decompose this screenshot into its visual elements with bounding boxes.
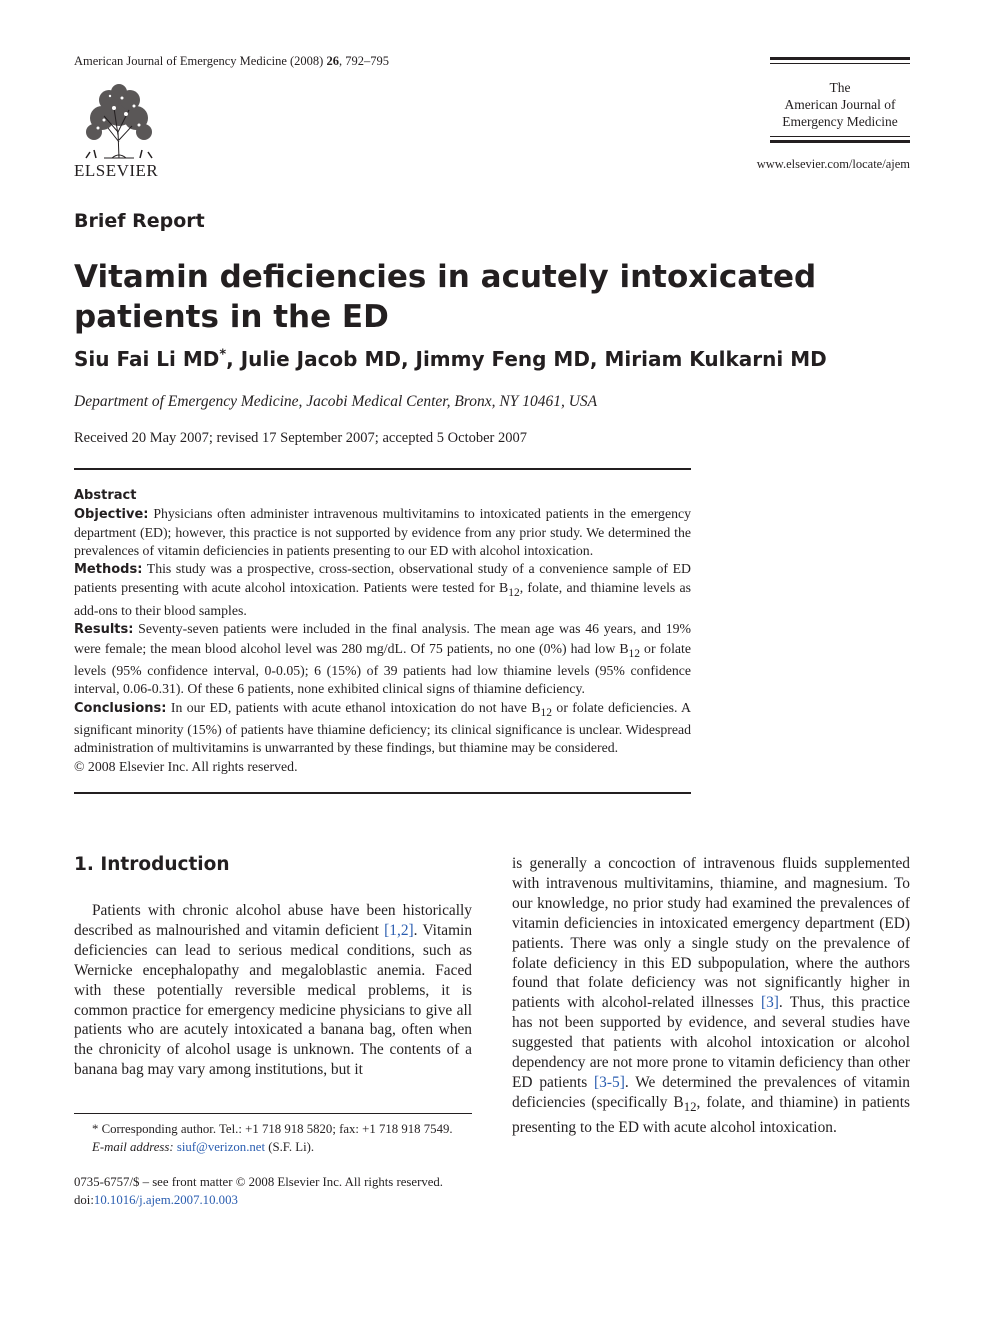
intro-paragraph — [74, 901, 472, 1080]
footnote-rule — [74, 1113, 472, 1114]
doi-line — [74, 1191, 474, 1209]
journal-title-line: Emergency Medicine — [782, 114, 898, 129]
journal-rule-bottom — [770, 140, 910, 143]
results-label: Results: — [74, 622, 134, 638]
journal-rule-bottom-thin — [770, 136, 910, 137]
intro-text-cont: . We determined the prevalences of vitamin deficiencies (specifically B — [512, 1073, 910, 1111]
reference-link[interactable]: [3-5] — [594, 1073, 625, 1091]
doi-link[interactable]: 10.1016/j.ajem.2007.10.003 — [93, 1193, 238, 1207]
methods-subscript: 12 — [508, 587, 520, 600]
conclusions-label: Conclusions: — [74, 700, 167, 716]
methods-label: Methods: — [74, 562, 143, 578]
intro-text: is generally a concoction of intravenous fluids supplemented with intravenous multivitamins, thiamine, and magnesium. To our knowledge, no prior study had examined the prevalences of vitamin deficiencies in intoxicated emergency department (ED) patients. There was only a single study on the prevalence of folate deficiency in this ED subpopulation, where the authors found that folate deficiency was not significantly higher in patients with alcohol-related illnesses — [512, 855, 910, 1012]
conclusions-text-cont: or folate deficiencies. A significant minority (15%) of patients have thiamine deficiency; its clinical significance is unclear. Widespread administration of multivitamins is unwarranted by these findings, but thiamine may be considered. — [74, 699, 691, 756]
intro-text: Patients with chronic alcohol abuse have been historically described as malnourished and vitamin deficient — [74, 902, 472, 939]
author-list — [74, 347, 827, 371]
email-label: E-mail address: — [92, 1140, 177, 1154]
corresponding-author-mark[interactable]: * — [219, 347, 227, 363]
doi-label: doi: — [74, 1193, 94, 1207]
front-matter — [74, 1173, 474, 1209]
publisher-name: ELSEVIER — [74, 161, 159, 180]
results-subscript: 12 — [628, 647, 641, 660]
email-suffix: (S.F. Li). — [265, 1140, 315, 1154]
intro-text-cont: . Thus, this practice has not been supported by evidence, and several studies have suggested that patients with alcohol intoxication or alcohol dependency are not more prone to vitamin deficiency than other ED patients — [512, 994, 910, 1091]
email-line — [74, 1138, 472, 1156]
reference-link[interactable]: [3] — [760, 994, 779, 1012]
author-rest: , Julie Jacob MD, Jimmy Feng MD, Miriam Kulkarni MD — [226, 347, 827, 371]
journal-rule-top-thin — [770, 63, 910, 64]
issn-line: 0735-6757/$ – see front matter © 2008 Elsevier Inc. All rights reserved. — [74, 1175, 444, 1189]
abstract-heading: Abstract — [74, 488, 137, 503]
body-column-left — [74, 901, 472, 1080]
conclusions-text: In our ED, patients with acute ethanol intoxication do not have B — [166, 699, 541, 715]
abstract-rule-top — [74, 468, 691, 470]
section-heading-introduction: 1. Introduction — [74, 854, 230, 875]
objective-label: Objective: — [74, 507, 149, 523]
citation-pages: , 792–795 — [338, 54, 389, 68]
objective-text: Physicians often administer intravenous multivitamins to intoxicated patients in the emergency department (ED); however, this practice is not supported by evidence from any prior study. We determined the prevalences of vitamin deficiencies in patients presenting to our ED with alcohol intoxication. — [74, 506, 691, 559]
intro-text-end: , folate, and thiamine) in patients presenting to the ED with acute alcohol intoxication. — [512, 1093, 910, 1136]
journal-title-line: The — [829, 80, 851, 95]
methods-text: This study was a prospective, cross-section, observational study of a convenience sample of ED patients presenting with acute alcohol intoxication. Patients were tested for B — [74, 561, 691, 596]
results-text: Seventy-seven patients were included in the final analysis. The mean age was 46 years, and 19% were female; the mean blood alcohol level was 280 mg/dL. Of 75 patients, no one (0%) had low B — [74, 621, 691, 656]
journal-url[interactable]: www.elsevier.com/locate/ajem — [756, 157, 910, 171]
abstract-methods — [74, 560, 691, 620]
abstract-rule-bottom — [74, 792, 691, 794]
corresponding-author-note: * Corresponding author. Tel.: +1 718 918 5820; fax: +1 718 918 7549. — [92, 1122, 453, 1136]
journal-rule-top — [770, 57, 910, 60]
journal-title — [770, 79, 910, 130]
reference-link[interactable]: [1,2] — [384, 921, 414, 939]
journal-citation — [74, 54, 389, 69]
intro-text-cont: . Vitamin deficiencies can lead to serious medical conditions, such as Wernicke encephalopathy and megaloblastic anemia. Faced with these potentially reversible medical problems, it is common practice for emergency medicine physicians to give all patients who are acutely intoxicated a banana bag, often when the chronicity of alcohol usage is unknown. The contents of a banana bag may vary among institutions, but it — [74, 921, 473, 1079]
abstract-results — [74, 620, 691, 698]
abstract-conclusions — [74, 699, 691, 758]
methods-text-cont: , folate, and thiamine levels as add-ons to their blood samples. — [74, 580, 691, 619]
article-title: Vitamin deficiencies in acutely intoxicated patients in the ED — [74, 259, 817, 335]
body-column-right — [512, 854, 910, 1138]
article-dates: Received 20 May 2007; revised 17 September 2007; accepted 5 October 2007 — [74, 430, 527, 446]
citation-journal: American Journal of Emergency Medicine (2008) — [74, 54, 327, 68]
footnote — [74, 1120, 472, 1156]
results-text-cont: or folate levels (95% confidence interval, 0-0.05); 6 (15%) of 39 patients had low thiamine levels (95% confidence interval, 0.06-0.31). Of these 6 patients, none exhibited clinical signs of thiamine deficiency. — [74, 640, 691, 697]
citation-volume: 26 — [326, 54, 339, 68]
intro-subscript: 12 — [683, 1099, 697, 1114]
intro-paragraph-cont — [512, 854, 910, 1138]
conclusions-subscript: 12 — [540, 706, 553, 719]
journal-title-line: American Journal of — [784, 97, 896, 112]
abstract-objective — [74, 505, 691, 560]
email-link[interactable]: siuf@verizon.net — [176, 1140, 266, 1154]
affiliation: Department of Emergency Medicine, Jacobi Medical Center, Bronx, NY 10461, USA — [74, 393, 598, 410]
abstract — [74, 486, 691, 776]
abstract-copyright: © 2008 Elsevier Inc. All rights reserved. — [74, 758, 298, 774]
author-first: Siu Fai Li MD — [74, 347, 220, 371]
article-type: Brief Report — [74, 210, 205, 232]
